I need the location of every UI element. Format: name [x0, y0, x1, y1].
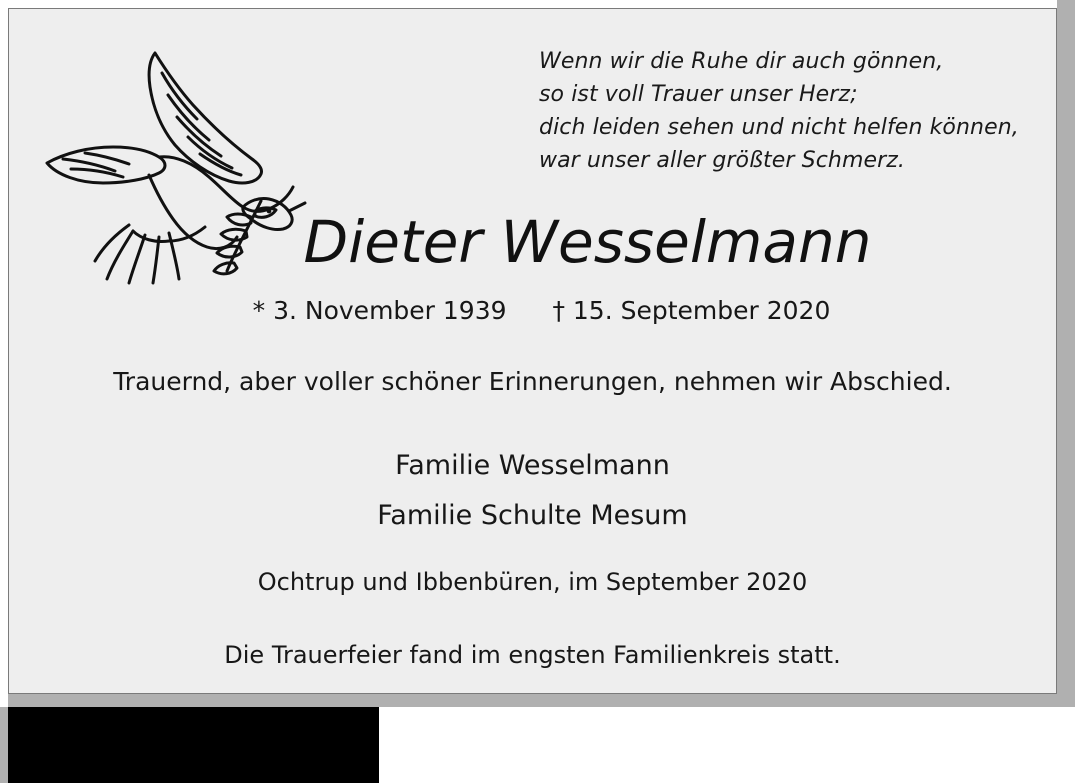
deceased-name: Dieter Wesselmann	[303, 208, 872, 276]
poem-line-3: dich leiden sehen und nicht helfen können,	[539, 115, 1019, 140]
mourning-message: Trauernd, aber voller schöner Erinnerungen, nehmen wir Abschied.	[113, 367, 952, 396]
closing-note: Die Trauerfeier fand im engsten Familienkreis statt.	[224, 641, 841, 669]
life-dates	[9, 296, 1056, 325]
family-name-2: Familie Schulte Mesum	[377, 500, 688, 531]
birth-date: 3. November 1939	[273, 296, 507, 325]
page-left-gutter	[0, 0, 8, 707]
birth-symbol: *	[252, 296, 266, 325]
poem-line-2: so ist voll Trauer unser Herz;	[539, 82, 858, 107]
bottom-white-area	[379, 707, 1075, 783]
page-top-gutter	[0, 0, 1075, 8]
poem-line-1: Wenn wir die Ruhe dir auch gönnen,	[539, 49, 944, 74]
death-symbol: †	[552, 296, 565, 325]
obituary-card	[8, 8, 1057, 694]
death-date: 15. September 2020	[572, 296, 831, 325]
poem-block	[539, 45, 1039, 177]
poem-line-4: war unser aller größter Schmerz.	[539, 148, 905, 173]
family-names	[9, 441, 1056, 541]
page-right-gutter	[1057, 0, 1075, 707]
family-name-1: Familie Wesselmann	[395, 450, 670, 481]
bottom-black-bar	[8, 707, 379, 783]
place-and-date: Ochtrup und Ibbenbüren, im September 2020	[257, 568, 808, 596]
